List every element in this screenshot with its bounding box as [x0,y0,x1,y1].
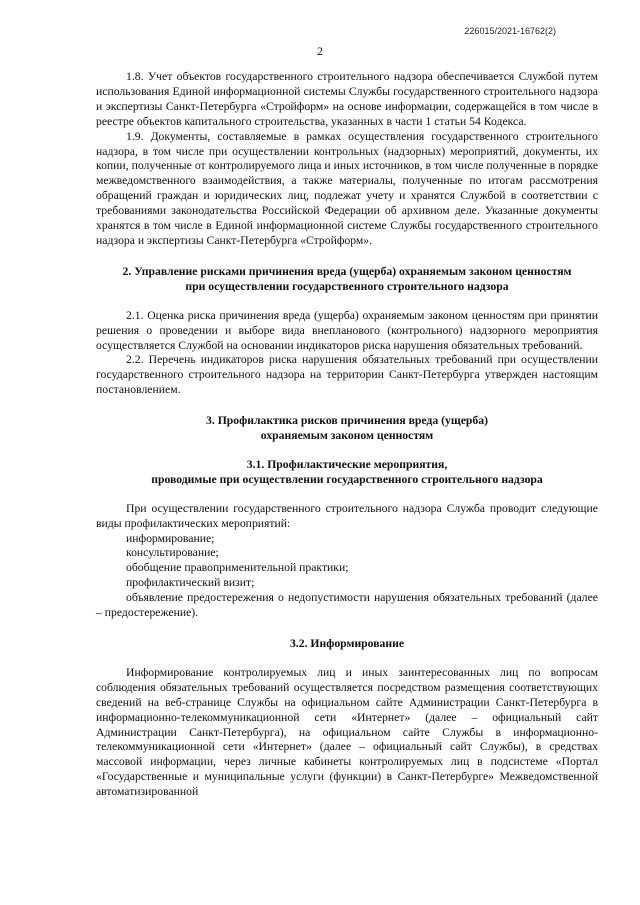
section-3-heading-line-1: 3. Профилактика рисков причинения вреда (ущерба) [206,414,488,428]
subsection-3-1-heading-line-2: проводимые при осуществлении государственного строительного надзора [151,472,543,486]
section-2-heading-line-2: при осуществлении государственного строительного надзора [185,279,509,293]
list-item: консультирование; [126,546,219,560]
document-number: 226015/2021-16762(2) [464,26,556,36]
paragraph-3-2: Информирование контролируемых лиц и иных заинтересованных лиц по вопросам соблюдения обязательных требований осуществляется посредством размещения соответствующих сведений на веб-странице Службы на официальном сайте Администрации Санкт-Петербурга в информационно-телекоммуникационной сети «Интернет» (далее – официальный сайт Администрации Санкт-Петербурга), на официальном сайте Службы в информационно-телекоммуникационной сети «Интернет» (далее – официальный сайт Службы), в средствах массовой информации, через личные кабинеты контролируемых лиц в подсистеме «Портал «Государственные и муниципальные услуги (функции) в Санкт-Петербурге» Межведомственной автоматизированной [96,665,598,799]
subsection-3-2-heading: 3.2. Информирование [289,637,405,650]
list-item: информирование; [126,531,215,545]
paragraph-3-1-last: объявление предостережения о недопустимости нарушения обязательных требований (далее – предостережение). [96,591,598,620]
list-item: обобщение правоприменительной практики; [126,561,349,575]
section-2-heading-line-1: 2. Управление рисками причинения вреда (ущерба) охраняемым законом ценностям [122,264,572,278]
paragraph-1-9: 1.9. Документы, составляемые в рамках осуществления государственного строительного надзора, в том числе при осуществлении контрольных (надзорных) мероприятий, документы, их копии, полученные от контролируемого лица и иных источников, в том числе полученные в порядке межведомственного взаимодействия, а также материалы, полученные по итогам рассмотрения обращений граждан и юридических лиц, подлежат учету и хранятся Службой в соответствии с требованиями законодательства Российской Федерации об архивном деле. Указанные документы хранятся в том числе в Единой информационной системе Службы государственного строительного надзора и экспертизы Санкт-Петербурга «Стройформ». [96,129,598,247]
paragraph-1-8: 1.8. Учет объектов государственного строительного надзора обеспечивается Службой путем использования Единой информационной системы Службы государственного строительного надзора и экспертизы Санкт-Петербурга «Стройформ» на основе информации, содержащейся в том числе в реестре объектов капитального строительства, указанных в части 1 статьи 54 Кодекса. [96,70,598,128]
paragraph-2-1: 2.1. Оценка риска причинения вреда (ущерба) охраняемым законом ценностям при принятии решения о проведении и выборе вида внепланового (контрольного) надзорного мероприятия осуществляется Службой на основании индикаторов риска нарушения обязательных требований. [96,308,598,352]
page-number: 2 [317,44,323,58]
section-3-heading-line-2: охраняемым законом ценностям [260,429,434,443]
paragraph-3-1-intro: При осуществлении государственного строительного надзора Служба проводит следующие виды профилактических мероприятий: [96,501,598,530]
subsection-3-1-heading-line-1: 3.1. Профилактические мероприятия, [246,457,448,471]
list-item: профилактический визит; [126,576,255,590]
document-body [96,70,598,800]
paragraph-2-2: 2.2. Перечень индикаторов риска нарушения обязательных требований при осуществлении государственного строительного надзора на территории Санкт-Петербурга утвержден настоящим постановлением. [96,353,598,397]
